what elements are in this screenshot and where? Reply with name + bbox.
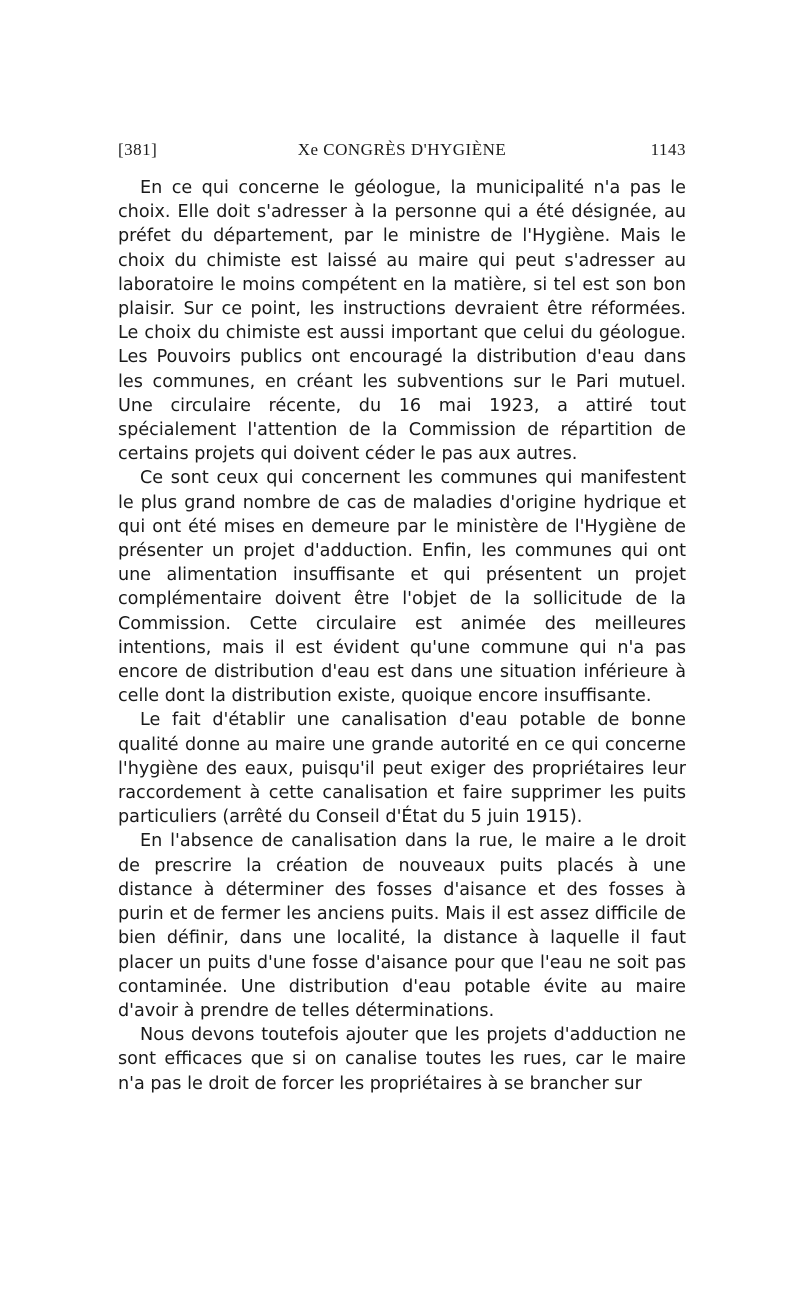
page-reference: [381]	[118, 140, 158, 159]
paragraph: En l'absence de canalisation dans la rue, le maire a le droit de prescrire la création de nouveaux puits placés à une distance à déterminer des fosses d'aisance et des fosses à purin et de fermer les anciens puits. Mais il est assez difficile de bien définir, dans une localité, la distance à laquelle il faut placer un puits d'une fosse d'aisance pour que l'eau ne soit pas contaminée. Une distribution d'eau potable évite au maire d'avoir à prendre de telles déterminations.	[118, 831, 686, 1021]
paragraph: Le fait d'établir une canalisation d'eau potable de bonne qualité donne au maire une grande autorité en ce qui concerne l'hygiène des eaux, puisqu'il peut exiger des propriétaires leur raccordement à cette canalisation et faire supprimer les puits particuliers (arrêté du Conseil d'État du 5 juin 1915).	[118, 710, 686, 828]
running-title: Xe CONGRÈS D'HYGIÈNE	[297, 140, 507, 159]
paragraph: En ce qui concerne le géologue, la municipalité n'a pas le choix. Elle doit s'adresser à la personne qui a été désignée, au préfet du département, par le ministre de l'Hygiène. Mais le choix du chimiste est laissé au maire qui peut s'adresser au laboratoire le moins compétent en la matière, si tel est son bon plaisir. Sur ce point, les instructions devraient être réformées. Le choix du chimiste est aussi important que celui du géologue. Les Pouvoirs publics ont encouragé la distribution d'eau dans les communes, en créant les subventions sur le Pari mutuel. Une circulaire récente, du 16 mai 1923, a attiré tout spécialement l'attention de la Commission de répartition de certains projets qui doivent céder le pas aux autres.	[118, 178, 686, 465]
running-header	[118, 140, 686, 164]
page-number: 1143	[650, 140, 686, 159]
paragraph: Ce sont ceux qui concernent les communes qui manifestent le plus grand nombre de cas de maladies d'origine hydrique et qui ont été mises en demeure par le ministère de l'Hygiène de présenter un projet d'adduction. Enfin, les communes qui ont une alimentation insuffisante et qui présentent un projet complémentaire doivent être l'objet de la sollicitude de la Commission. Cette circulaire est animée des meilleures intentions, mais il est évident qu'une commune qui n'a pas encore de distribution d'eau est dans une situation inférieure à celle dont la distribution existe, quoique encore insuffisante.	[118, 468, 686, 707]
body-text	[118, 176, 686, 1096]
paragraph: Nous devons toutefois ajouter que les projets d'adduction ne sont efficaces que si on canalise toutes les rues, car le maire n'a pas le droit de forcer les propriétaires à se brancher sur	[118, 1025, 686, 1094]
